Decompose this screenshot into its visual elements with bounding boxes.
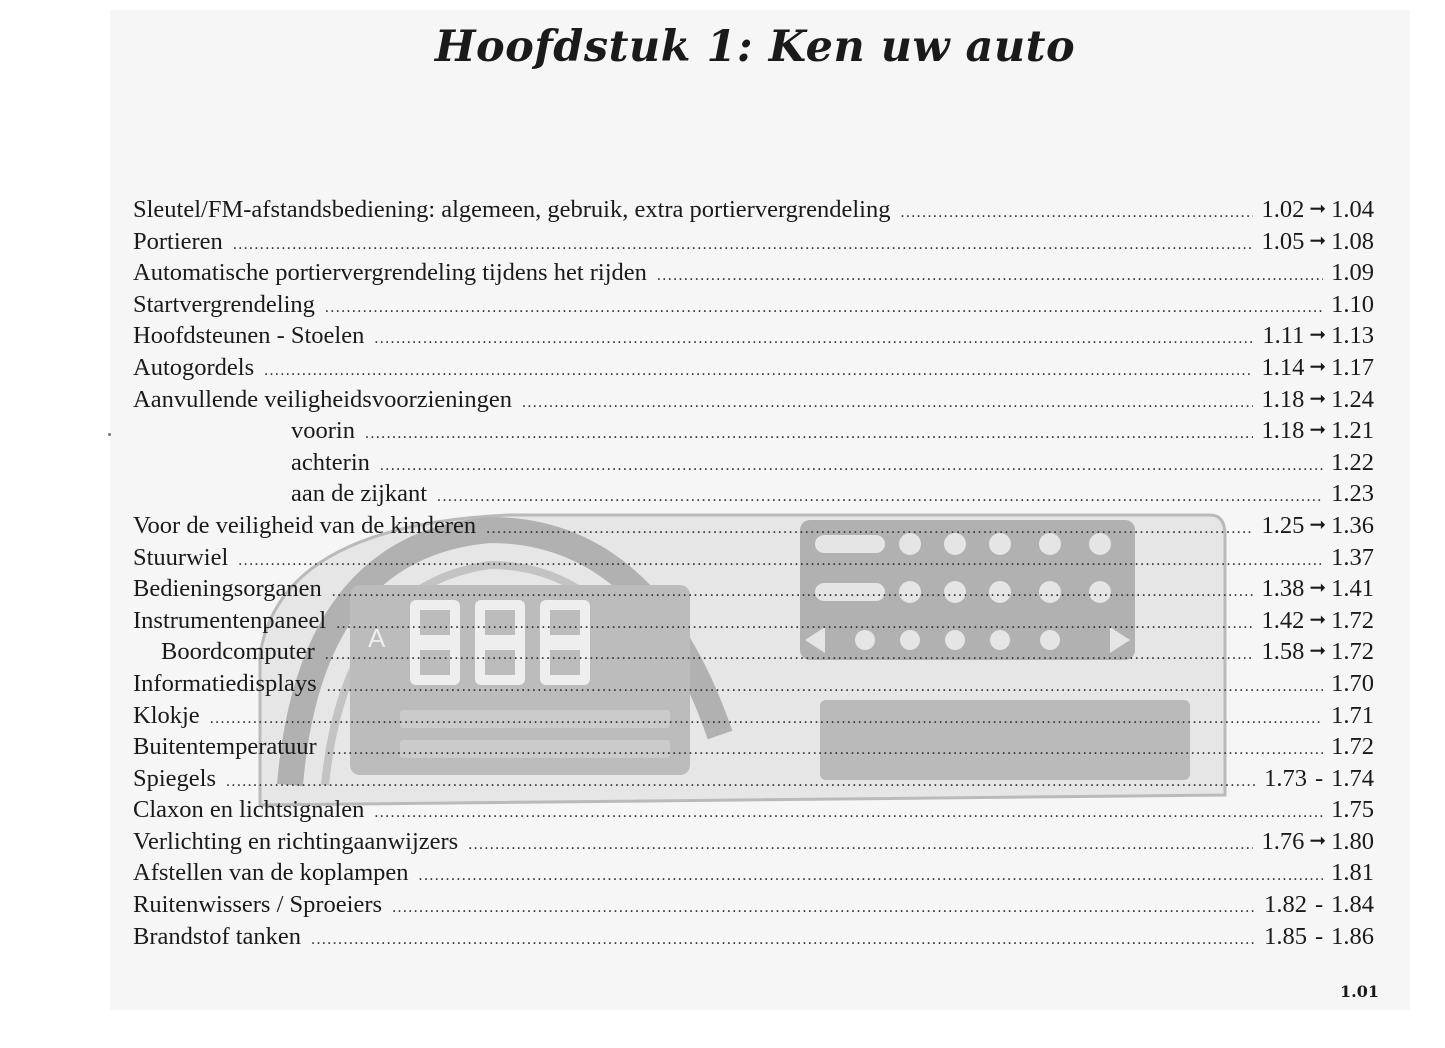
toc-page-from: 1.58 (1261, 638, 1305, 666)
toc-page-range (1331, 544, 1374, 572)
toc-page-from: 1.72 (1331, 733, 1374, 761)
toc-page-range (1331, 796, 1374, 824)
toc-entry-label: Informatiedisplays (133, 669, 317, 697)
toc-entry-label: voorin (291, 417, 355, 445)
toc-page-to: 1.80 (1331, 827, 1374, 855)
toc-entry-label: Startvergrendeling (133, 290, 315, 318)
arrow-right-icon: ➞ (1309, 640, 1327, 663)
toc-page-range (1331, 259, 1374, 287)
mode-letter: A (368, 623, 386, 653)
toc-page-to: 1.84 (1331, 891, 1374, 919)
toc-dot-leader (657, 267, 1323, 285)
toc-page-range (1261, 196, 1374, 224)
toc-page-range (1331, 702, 1374, 730)
toc-page-from: 1.42 (1261, 606, 1305, 634)
toc-entry-label: Aanvullende veiligheidsvoorzieningen (133, 385, 512, 413)
toc-page-to: 1.24 (1331, 385, 1374, 413)
toc-entry (133, 386, 1374, 418)
toc-dot-leader (327, 678, 1323, 696)
toc-entry (133, 417, 1374, 449)
toc-page-from: 1.85 (1264, 922, 1307, 950)
toc-entry (133, 796, 1374, 828)
toc-page-to: 1.72 (1331, 638, 1374, 666)
toc-entry (133, 291, 1374, 323)
toc-page-from: 1.18 (1261, 385, 1305, 413)
toc-entry (133, 702, 1374, 734)
toc-page-separator: - (1314, 922, 1324, 950)
toc-page-from: 1.05 (1261, 227, 1305, 255)
toc-entry-label: Klokje (133, 701, 200, 729)
toc-page-from: 1.70 (1331, 669, 1374, 697)
toc-entry (133, 354, 1374, 386)
arrow-right-icon: ➞ (1309, 355, 1327, 378)
toc-page-to: 1.17 (1331, 353, 1374, 381)
toc-entry-label: Portieren (133, 227, 223, 255)
toc-page-range (1331, 480, 1374, 508)
arrow-right-icon: ➞ (1309, 324, 1327, 347)
toc-page-from: 1.09 (1331, 259, 1374, 287)
toc-entry-label: Ruitenwissers / Sproeiers (133, 891, 383, 919)
toc-entry (133, 859, 1374, 891)
toc-dot-leader (900, 204, 1253, 222)
toc-page-range (1331, 291, 1374, 319)
toc-dot-leader (437, 488, 1323, 506)
toc-entry-label: achterin (291, 448, 370, 476)
toc-page-from: 1.22 (1331, 448, 1374, 476)
toc-entry (133, 512, 1374, 544)
toc-dot-leader (380, 457, 1323, 475)
toc-page-range (1264, 765, 1374, 793)
toc-dot-leader (365, 425, 1254, 443)
toc-entry-label: Spiegels (133, 764, 217, 792)
toc-page-to: 1.72 (1331, 606, 1374, 634)
print-speck (108, 433, 111, 436)
toc-page-separator: - (1314, 764, 1324, 792)
toc-entry-label: Automatische portiervergrendeling tijdens het rijden (133, 259, 647, 287)
toc-page-from: 1.25 (1261, 511, 1305, 539)
toc-dot-leader (226, 773, 1256, 791)
toc-page-from: 1.81 (1331, 859, 1374, 887)
toc-page-range (1261, 228, 1374, 256)
toc-page-to: 1.08 (1331, 227, 1374, 255)
toc-entry (133, 765, 1374, 797)
toc-entry (133, 733, 1374, 765)
table-of-contents (133, 196, 1374, 954)
toc-page-range (1264, 891, 1374, 919)
toc-page-from: 1.11 (1262, 322, 1305, 350)
toc-entry-label: Instrumentenpaneel (133, 606, 327, 634)
toc-dot-leader (332, 583, 1254, 601)
toc-page-from: 1.71 (1331, 701, 1374, 729)
toc-page-from: 1.18 (1261, 417, 1305, 445)
toc-page-to: 1.04 (1331, 196, 1374, 223)
arrow-right-icon: ➞ (1309, 608, 1327, 631)
toc-entry-label: Sleutel/FM-afstandsbediening: algemeen, gebruik, extra portiervergrendeling (133, 196, 891, 223)
arrow-right-icon: ➞ (1309, 387, 1327, 410)
toc-entry (133, 322, 1374, 354)
toc-page-to: 1.41 (1331, 575, 1374, 603)
toc-dot-leader (419, 867, 1324, 885)
toc-entry (133, 891, 1374, 923)
toc-dot-leader (325, 299, 1323, 317)
toc-page-range (1264, 923, 1374, 951)
toc-page-to: 1.74 (1331, 764, 1374, 792)
toc-entry (133, 228, 1374, 260)
toc-entry-label: Bedieningsorganen (133, 575, 322, 603)
toc-page-from: 1.23 (1331, 480, 1374, 508)
toc-page-range (1261, 638, 1374, 666)
toc-page-range (1261, 828, 1374, 856)
toc-dot-leader (264, 362, 1253, 380)
toc-page-to: 1.21 (1331, 417, 1374, 445)
toc-dot-leader (374, 804, 1323, 822)
toc-entry (133, 196, 1374, 228)
toc-entry-label: Hoofdsteunen - Stoelen (133, 322, 365, 350)
toc-entry (133, 923, 1374, 955)
arrow-right-icon: ➞ (1309, 513, 1327, 536)
toc-dot-leader (392, 899, 1256, 917)
toc-entry-label: Stuurwiel (133, 543, 229, 571)
toc-page-from: 1.14 (1261, 353, 1305, 381)
arrow-right-icon: ➞ (1309, 419, 1327, 442)
toc-page-separator: - (1314, 891, 1324, 919)
toc-page-from: 1.38 (1261, 575, 1305, 603)
toc-entry (133, 259, 1374, 291)
toc-page-from: 1.82 (1264, 891, 1307, 919)
toc-entry-label: Afstellen van de koplampen (133, 859, 409, 887)
toc-entry (133, 544, 1374, 576)
toc-entry-label: Buitentemperatuur (133, 733, 317, 761)
toc-page-range (1261, 575, 1374, 603)
toc-page-range (1331, 449, 1374, 477)
toc-entry-label: Voor de veiligheid van de kinderen (133, 511, 477, 539)
toc-entry (133, 670, 1374, 702)
toc-page-range (1261, 354, 1374, 382)
toc-page-range (1331, 733, 1374, 761)
toc-page-range (1262, 322, 1374, 350)
toc-page-range (1331, 670, 1374, 698)
toc-page-from: 1.10 (1331, 290, 1374, 318)
toc-page-range (1331, 859, 1374, 887)
toc-dot-leader (327, 741, 1323, 759)
toc-entry (133, 828, 1374, 860)
toc-dot-leader (374, 330, 1254, 348)
toc-page-from: 1.76 (1261, 827, 1305, 855)
chapter-title: Hoofdstuk 1: Ken uw auto (434, 22, 1076, 72)
page-number: 1.01 (1340, 982, 1379, 1001)
toc-entry-label: Claxon en lichtsignalen (133, 796, 365, 824)
toc-page-from: 1.75 (1331, 796, 1374, 824)
toc-page-range (1261, 607, 1374, 635)
toc-dot-leader (468, 836, 1253, 854)
toc-entry (133, 575, 1374, 607)
toc-page-to: 1.36 (1331, 511, 1374, 539)
toc-entry (133, 638, 1374, 670)
toc-dot-leader (325, 646, 1254, 664)
toc-dot-leader (486, 520, 1253, 538)
toc-page-from: 1.37 (1331, 543, 1374, 571)
toc-entry-label: Boordcomputer (161, 638, 315, 666)
arrow-right-icon: ➞ (1309, 229, 1327, 252)
toc-entry (133, 480, 1374, 512)
toc-dot-leader (233, 236, 1254, 254)
toc-entry-label: Brandstof tanken (133, 922, 302, 950)
toc-page-range (1261, 386, 1374, 414)
toc-entry-label: Autogordels (133, 353, 255, 381)
toc-dot-leader (311, 931, 1256, 949)
toc-entry (133, 607, 1374, 639)
toc-dot-leader (238, 552, 1323, 570)
arrow-right-icon: ➞ (1309, 577, 1327, 600)
toc-entry-label: Verlichting en richtingaanwijzers (133, 827, 459, 855)
toc-dot-leader (522, 394, 1254, 412)
toc-page-from: 1.73 (1264, 764, 1307, 792)
toc-dot-leader (336, 615, 1253, 633)
toc-page-to: 1.86 (1331, 922, 1374, 950)
toc-entry (133, 449, 1374, 481)
toc-page-to: 1.13 (1331, 322, 1374, 350)
toc-dot-leader (210, 710, 1323, 728)
toc-page-range (1261, 512, 1374, 540)
arrow-right-icon: ➞ (1309, 198, 1327, 220)
arrow-right-icon: ➞ (1309, 829, 1327, 852)
toc-entry-label: aan de zijkant (291, 480, 428, 508)
toc-page-from: 1.02 (1261, 196, 1305, 223)
toc-page-range (1261, 417, 1374, 445)
